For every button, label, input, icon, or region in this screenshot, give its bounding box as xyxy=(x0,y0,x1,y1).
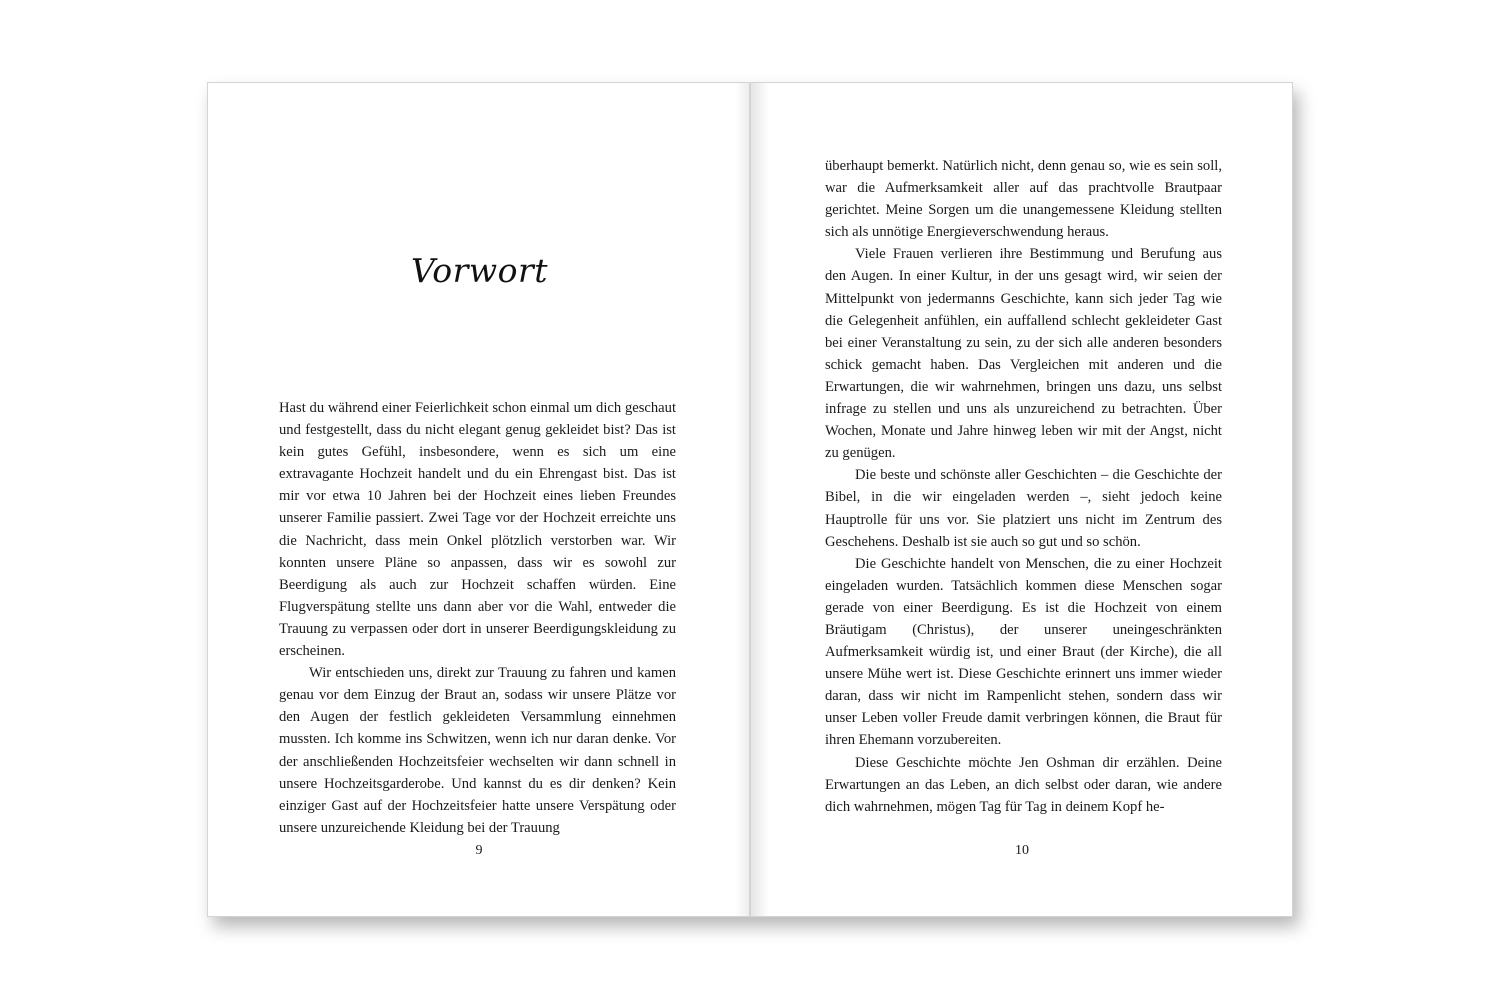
paragraph: Die Geschichte handelt von Menschen, die zu einer Hochzeit eingeladen wurden. Tatsächlich kommen diese Menschen sogar gerade von einer Beerdigung. Es ist die Hochzeit von einem Bräutigam (Christus), der unserer uneingeschränkten Aufmerksamkeit würdig ist, und einer Braut (der Kirche), die all unsere Mühe wert ist. Diese Geschichte erinnert uns immer wieder daran, dass wir nicht im Rampenlicht stehen, sondern dass wir unser Leben voller Freude damit verbringen können, die Braut für ihren Ehemann vorzubereiten. xyxy=(825,555,1222,749)
paragraph: überhaupt bemerkt. Natürlich nicht, denn genau so, wie es sein soll, war die Aufmerksamkeit aller auf das prachtvolle Brautpaar gerichtet. Meine Sorgen um die unangemessene Kleidung stellten sich als unnötige Energieverschwendung heraus. xyxy=(825,158,1222,241)
gutter-shadow-left xyxy=(735,83,749,916)
right-page xyxy=(750,82,1293,917)
book-spread xyxy=(207,82,1293,917)
paragraph: Die beste und schönste aller Geschichten – die Geschichte der Bibel, in die wir eingeladen werden –, sieht jedoch keine Hauptrolle für uns vor. Sie platziert uns nicht im Zentrum des Geschehens. Deshalb ist sie auch so gut und so schön. xyxy=(825,467,1222,550)
paragraph: Wir entschieden uns, direkt zur Trauung zu fahren und kamen genau vor dem Einzug der Braut an, sodass wir unsere Plätze vor den Augen der festlich gekleideten Versammlung einnehmen mussten. Ich komme ins Schwitzen, wenn ich nur daran denke. Vor der anschließenden Hochzeitsfeier wechselten wir dann schnell in unsere Hochzeitsgarderobe. Und kannst du es dir denken? Kein einziger Gast auf der Hochzeitsfeier hatte unsere Verspätung oder unsere unzureichende Kleidung bei der Trauung xyxy=(279,665,676,836)
paragraph: Viele Frauen verlieren ihre Bestimmung und Berufung aus den Augen. In einer Kultur, in der uns gesagt wird, wir seien der Mittelpunkt von jedermanns Geschichte, kann sich jeder Tag wie die Gelegenheit anfühlen, ein auffallend schlecht gekleideter Gast bei einer Veranstaltung zu sein, zu der sich alle anderen besonders schick gemacht haben. Das Vergleichen mit anderen und die Erwartungen, die wir wahrnehmen, bringen uns dazu, uns selbst infrage zu stellen und uns als unzureichend zu betrachten. Über Wochen, Monate und Jahre hinweg leben wir mit der Angst, nicht zu genügen. xyxy=(825,246,1222,462)
chapter-title: Vorwort xyxy=(410,251,549,290)
paragraph: Diese Geschichte möchte Jen Oshman dir erzählen. Deine Erwartungen an das Leben, an dich selbst oder daran, wie andere dich wahrnehmen, mögen Tag für Tag in deinem Kopf he- xyxy=(825,754,1222,815)
left-page xyxy=(207,82,750,917)
page-number-left: 9 xyxy=(475,843,483,858)
gutter-shadow-right xyxy=(751,83,769,916)
paragraph: Hast du während einer Feierlichkeit schon einmal um dich geschaut und festgestellt, dass du nicht elegant genug gekleidet bist? Das ist kein gutes Gefühl, insbesondere, wenn es sich um eine extravagante Hochzeit handelt und du ein Ehrengast bist. Das ist mir vor etwa 10 Jahren bei der Hochzeit eines lieben Freundes unserer Familie passiert. Zwei Tage vor der Hochzeit erreichte uns die Nachricht, dass mein Onkel plötzlich verstorben war. Wir konnten unsere Pläne so anpassen, dass wir es sowohl zur Beerdigung als auch zur Hochzeit schaffen würden. Eine Flugverspätung stellte uns dann aber vor die Wahl, entweder die Trauung zu verpassen oder dort in unserer Beerdigungskleidung zu erscheinen. xyxy=(279,400,676,660)
page-number-right: 10 xyxy=(1015,843,1029,858)
left-page-body xyxy=(279,397,676,839)
right-page-body xyxy=(825,155,1222,818)
